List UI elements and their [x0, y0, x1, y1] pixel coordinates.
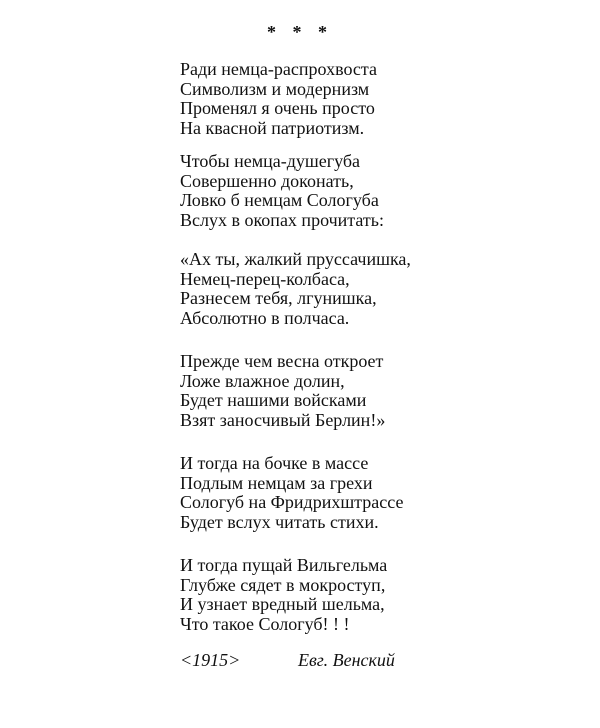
poem-line: Что такое Сологуб! ! !	[180, 613, 350, 634]
poem-line: Немец-перец-колбаса,	[180, 268, 350, 289]
poem-line: Вслух в окопах прочитать:	[180, 209, 384, 230]
poem-line: Ловко б немцам Сологуба	[180, 190, 379, 210]
stanza-1	[180, 60, 377, 138]
poem-line: Будет вслух читать стихи.	[180, 511, 379, 532]
poem-line: Взят заносчивый Берлин!»	[180, 409, 386, 430]
poem-line: Совершенно доконать,	[180, 170, 354, 191]
poem-line: Символизм и модернизм	[180, 78, 370, 99]
poem-line: Ложе влажное долин,	[180, 370, 345, 391]
poem-line: Подлым немцам за грехи	[180, 472, 373, 493]
stanza-3	[180, 250, 411, 328]
poem-line: На квасной патриотизм.	[180, 117, 365, 138]
poem-line: И тогда на бочке в массе	[180, 453, 369, 473]
poem-line: «Ах ты, жалкий пруссачишка,	[180, 249, 411, 269]
poem-line: Прежде чем весна откроет	[180, 351, 384, 371]
poem-line: И узнает вредный шельма,	[180, 594, 385, 614]
poem-line: Абсолютно в полчаса.	[180, 307, 350, 328]
poem-line: Чтобы немца-душегуба	[180, 151, 361, 171]
stanza-2	[180, 152, 384, 230]
poem-line: Будет нашими войсками	[180, 390, 367, 410]
poem-line: Ради немца-распрохвоста	[180, 59, 377, 79]
poem-line: Глубже сядет в мокроступ,	[180, 574, 386, 595]
section-asterisks: * * *	[267, 22, 333, 42]
poem-line: Променял я очень просто	[180, 98, 375, 118]
poem-year: <1915>	[180, 650, 241, 670]
poem-author: Евг. Венский	[298, 650, 395, 670]
stanza-4	[180, 352, 385, 430]
poem-line: Разнесем тебя, лгунишка,	[180, 288, 377, 308]
stanza-6	[180, 556, 387, 634]
stanza-5	[180, 454, 403, 532]
poem-line: И тогда пущай Вильгельма	[180, 555, 388, 575]
poem-line: Сологуб на Фридрихштрассе	[180, 492, 404, 512]
